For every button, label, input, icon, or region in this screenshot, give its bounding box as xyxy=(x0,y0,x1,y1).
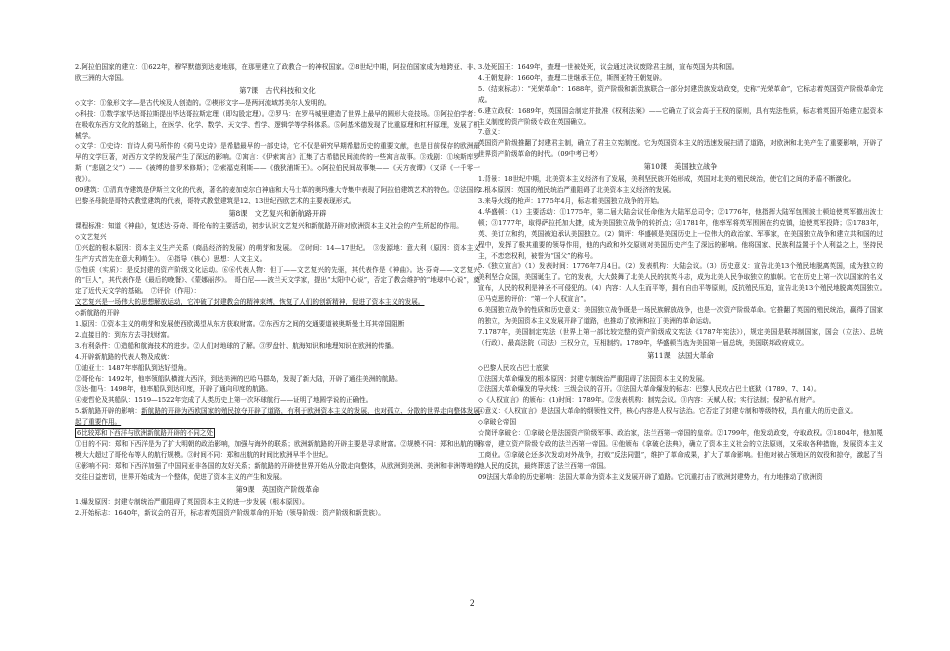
paragraph xyxy=(75,406,480,428)
paragraph: 2.根本原因：英国的殖民统治严重阻碍了北美资本主义经济的发展。 xyxy=(478,186,676,195)
left-column xyxy=(75,62,480,518)
paragraph: ⑤性质（实质）：是反封建的资产阶级文化运动。⑥⑥代表人物：但丁——文艺复兴的先驱，其代表作是《神曲》。达·芬奇——文艺复兴的“巨人”，其代表作是《最后的晚餐》、《蒙娜丽莎》。 哥白尼——波兰天文学家，提出“太阳中心说”，否定了教会维护的“地球中心说”，奠定了近代天文学的基础。 ⑦评价（作用）： xyxy=(75,265,480,296)
paragraph: ◇巴黎人民攻占巴士底狱 xyxy=(478,363,550,372)
paragraph: ◇科技：①数学家毕达哥拉斯提出毕达哥拉斯定理（即勾股定理）。②罗马：在罗马城里建造了世界上最早的圆形大竞技场。③阿拉伯学者：在吸收东西方文化的基础上，在医学、化学、数学、天文学、哲学、逻辑学等学科体系。⑤阿基米德发现了比重原理和杠杆原理，发展了机械学。 xyxy=(75,109,480,140)
paragraph: 2.直接目的：到东方去寻找财富。 xyxy=(75,330,174,339)
lesson-heading: 第7课 古代科技和文化 xyxy=(239,85,316,95)
paragraph: ◇文艺复兴 xyxy=(75,232,107,241)
paragraph: 5.《独立宣言》（1）发表时间：1776年7月4日。（2）发表机构：大陆会议。（3）历史意义：宣告北美13个殖民地脱离英国，成为独立的美利坚合众国，美国诞生了。它的发表，大大鼓舞了北美人民的抗英斗志，成为北美人民争取独立的旗帜。它在历史上第一次以国家的名义宣布，人民的权利是神圣不可侵犯的。（4）内容：人人生而平等，拥有自由平等原则，反抗殖民压迫，宣告北美13个殖民地脱离英国独立。 ④马克思的评价：“第一个人权宣言”。 xyxy=(478,262,890,304)
paragraph: 1.背景：18世纪中期，北美资本主义经济有了发展，美利坚民族开始形成，英国对北美的殖民统治，使它们之间的矛盾不断激化。 xyxy=(478,175,856,184)
paragraph xyxy=(75,297,480,308)
paragraph: 5.（结束标志）：“光荣革命”：1688年，资产阶级和新贵族联合一部分封建贵族发动政变，史称“光荣革命”，它标志着英国资产阶级革命完成。 xyxy=(478,84,883,104)
paragraph: ◇新航路的开辟 xyxy=(75,309,120,318)
paragraph: ②法国大革命爆发的导火线：三级会议的召开。③法国大革命爆发的标志：巴黎人民攻占巴士底狱（1789、7、14）。 xyxy=(478,385,821,394)
paragraph: 1.爆发原因：封建专制统治严重阻碍了英国资本主义的进一步发展（根本原因）。 xyxy=(75,497,309,506)
paragraph: 7.意义： xyxy=(478,128,505,137)
paragraph: ④影响不同：郑和下西洋加强了中国同亚非各国的友好关系；新航路的开辟使世界开始从分散走向整体，从欧洲到美洲、美洲和非洲等地的交往日益密切，世界开始成为一个整体，促进了资本主义的产生和发展。 xyxy=(75,461,480,481)
lesson-heading: 第9课 英国资产阶级革命 xyxy=(235,484,320,494)
paragraph: ◇拿破仑帝国 xyxy=(478,418,517,427)
paragraph: ①兴起的根本原因：资本主义生产关系（商品经济的发展）的萌芽和发展。 ②时间：14—17世纪。 ③发源地：意大利（原因：资本主义生产方式首先在意大利萌生）。 ④指导（核心）思想：人文主义。 xyxy=(75,243,480,263)
paragraph: ◇《人权宣言》的颁布：(1)时间：1789年。②发表机构：制宪会议。③内容：天赋人权；实行法制；保护私有财产。 xyxy=(478,396,820,405)
paragraph: 09法国大革命的历史影响：法国大革命为资本主义发展开辟了道路。它沉重打击了欧洲封建势力，有力地推动了欧洲资 xyxy=(478,472,823,481)
right-column xyxy=(478,62,890,483)
paragraph: ①迪亚士：1487年率船队到达好望角。 xyxy=(75,363,191,372)
paragraph: ①目的不同：郑和下西洋是为了扩大明朝的政治影响，加强与海外的联系；欧洲新航路的开辟主要是寻求财富。②规模不同：郑和出航的规模大大超过了哥伦布等人的航行规模。③时间不同：郑和出航的时间比欧洲早半个世纪。 xyxy=(75,440,480,459)
paragraph: ④意义：《人权宣言》是法国大革命的纲领性文件，核心内容是人权与法治。它否定了封建专制和等级特权，具有重大的历史意义。 xyxy=(478,407,858,416)
paragraph: 09建筑：①清真寺建筑是伊斯兰文化的代表，著名的麦加克尔白神庙和大马士革的奥玛雅大寺集中表现了阿拉伯建筑艺术的特色。②法国的巴黎圣母院是哥特式教堂建筑的代表，哥特式教堂建筑是12、13世纪西欧艺术的主要表现形式。 xyxy=(75,186,480,205)
paragraph: 4.华盛顿：（1）主要活动：①1775年，第二届大陆会议任命他为大陆军总司令；②1776年，他指挥大陆军包围波士顿迫使英军撤出波士顿；③1777年，取得萨拉托加大捷，成为美国独立战争的转折点；④1781年，他率军将英军围困在约克镇，迫使英军投降；⑤1783年，英、美订立和约，英国被迫承认美国独立。（2）简评：华盛顿是美国历史上一位伟大的政治家、军事家，在美国独立战争和建立共和国的过程中，发挥了极其重要的领导作用，他的内政和外交原则对美国历史产生了深远的影响。他将国家、民族利益置于个人利益之上，坚持民主，不恋恋权利，被誉为“国父”的称号。 xyxy=(478,207,883,260)
paragraph: ③达·伽马：1498年，他率船队到达印度，开辟了通向印度的航路。 xyxy=(75,385,272,394)
paragraph: ④麦哲伦及其船队：1519—1522年完成了人类历史上第一次环球航行——证明了地圆学说的正确性。 xyxy=(75,396,373,405)
paragraph-text: 5.新航路开辟的影响： xyxy=(75,407,142,416)
paragraph: 3.来导火线的枪声：1775年4月，标志着美国独立战争的开始。 xyxy=(478,196,664,205)
paragraph xyxy=(75,428,480,439)
paragraph: 课程标准：知道《神曲》，复述达·芬奇、哥伦布的主要活动，初步认识文艺复兴和新航路开辟对欧洲资本主义社会的产生所起的作用。 xyxy=(75,221,463,230)
paragraph: 英国资产阶级推翻了封建君主制，确立了君主立宪制度。它为英国资本主义的迅速发展扫清了道路，对欧洲和北美产生了重要影响，开辟了世界资产阶级革命的时代。（09中考已考） xyxy=(478,139,883,159)
lesson-heading: 第8课 文艺复兴和新航路开辟 xyxy=(228,208,327,218)
paragraph: 6.美国独立战争的性质和历史意义：美国独立战争既是一场民族解放战争，也是一次资产阶级革命。它推翻了英国的殖民统治，赢得了国家的独立，为美国资本主义发展开辟了道路，也推动了欧洲和拉丁美洲的革命运动。 xyxy=(478,306,883,325)
paragraph: ☆简评拿破仑：①拿破仑是法国资产阶级军事、政治家，法兰西第一帝国的皇帝。②1799年，他发动政变，夺取政权。③1804年，他加冕称帝，建立资产阶级专政的法兰西第一帝国。④他颁布《拿破仑法典》，确立了资本主义社会的立法原则，又采取各种措施，发展资本主义工商业。⑤拿破仑还多次发动对外战争，打败“反法同盟”，维护了革命成果，扩大了革命影响。但他对被占领地区的奴役和掠夺，激起了当地人民的反抗，最终葬送了法兰西第一帝国。 xyxy=(478,429,883,470)
paragraph: 4.开辟新航路的代表人物及成就： xyxy=(75,352,174,361)
paragraph: ②哥伦布：1492年，他率领船队横渡大西洋，到达美洲的巴哈马群岛，发现了新大陆，开辟了通往美洲的航路。 xyxy=(75,374,402,383)
paragraph: ◇文学：①史诗：盲诗人荷马所作的《荷马史诗》是希腊最早的一部史诗，它不仅是研究早期希腊历史的重要文献，也是目前保存的欧洲最早的文学巨著，对西方文学的发展产生了深远的影响。②寓言：《伊索寓言》汇集了古希腊民间流传的一些寓言故事。③戏剧：①埃斯库罗斯（“悲剧之父”）——《被缚的普罗米修斯》；②索福克利斯——《俄狄浦斯王》。◇阿拉伯民间故事集——《天方夜谭》（又译《一千零一夜》）。 xyxy=(75,142,480,184)
boxed-heading: 6比较郑和下西洋与欧洲新航路开辟的不同之处 xyxy=(77,429,214,438)
lesson-heading: 第10课 美国独立战争 xyxy=(643,162,718,172)
lesson-heading: 第11课 法国大革命 xyxy=(647,350,714,360)
page-number: 2 xyxy=(470,598,475,608)
paragraph: ◇文字：①象形文字—是古代埃及人创造的。②楔形文字—是两河流域苏美尔人发明的。 xyxy=(75,98,331,107)
underlined-text: 文艺复兴是一场伟大的思想解放运动，它冲破了封建教会的精神束缚，恢复了人们的创新精神，促进了资本主义的发展。 xyxy=(75,298,425,307)
paragraph: 3.有利条件：①造船和航海技术的进步。②人们对地球的了解。③罗盘针、航海知识和地理知识在欧洲的传播。 xyxy=(75,341,398,350)
paragraph: 3.处死国王：1649年，查理一世被处死，议会通过决议废除君主制，宣布英国为共和国。 xyxy=(478,63,739,71)
paragraph: 2.阿拉伯国家的建立：①622年，穆罕默德到达麦地那，在那里建立了政教合一的神权国家。②8世纪中期，阿拉伯国家成为地跨亚、非、欧三洲的大帝国。 xyxy=(75,63,480,82)
paragraph: 2.开始标志：1640年，新议会的召开，标志着英国资产阶级革命的开始（领导阶级：资产阶级和新贵族）。 xyxy=(75,508,385,517)
paragraph: ①法国大革命爆发的根本原因：封建专制统治严重阻碍了法国资本主义的发展。 xyxy=(478,374,709,383)
underlined-text: 新航路的开辟为西欧国家的殖民掠夺开辟了道路，有利于欧洲资本主义的发展，也对孤立、分散的世界走向整体发展起了重要作用。 xyxy=(75,407,481,427)
paragraph: 4.王朝复辟：1660年，查理二世继承王位，斯图亚特王朝复辟。 xyxy=(478,73,666,82)
paragraph: 1.原因：①资本主义的萌芽和发展使西欧渴望从东方获取财富。②东西方之间的交通要道被奥斯曼土耳其帝国阻断 xyxy=(75,320,405,329)
paragraph: 6.建立政权：1689年，英国国会制定并批准《权利法案》——它确立了议会高于王权的原则，具有宪法性质，标志着英国开始建立起资本主义制度的资产阶级专政在英国确立。 xyxy=(478,106,883,126)
paragraph: 7.1787年，美国制定宪法（世界上第一部比较完整的资产阶级成文宪法《1787年宪法》），规定美国是联邦制国家，国会（立法）、总统（行政）、最高法院（司法）三权分立，互相制约。1789年，华盛顿当选为美国第一届总统，美国联邦政府成立。 xyxy=(478,327,883,347)
